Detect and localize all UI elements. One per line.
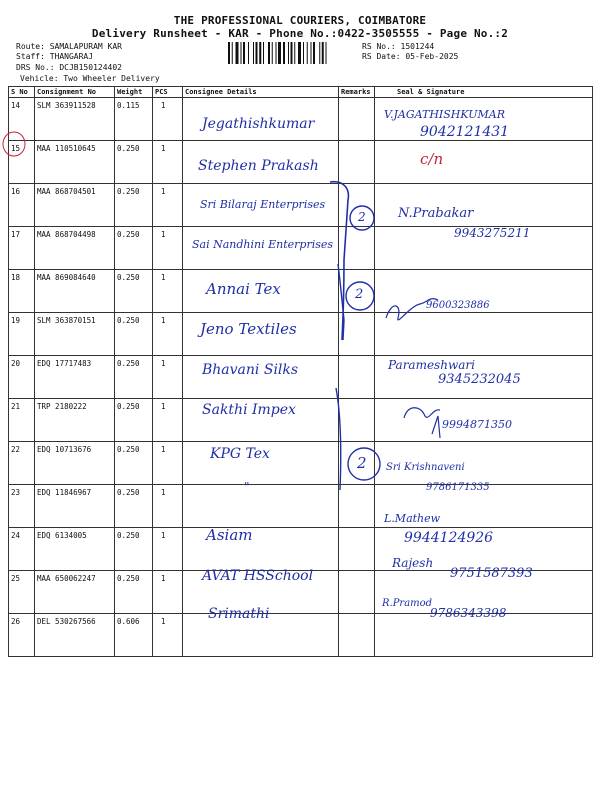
cell-consignment: MAA 110510645: [35, 141, 115, 184]
cell-pcs: 1: [153, 485, 183, 528]
remark-hw-1: 2: [358, 210, 366, 224]
signature-scribble-19: [386, 299, 438, 320]
signature-hw-14: V.JAGATHISHKUMAR: [384, 108, 505, 121]
cell-pcs: 1: [153, 141, 183, 184]
cell-sno: 14: [9, 98, 35, 141]
cell-pcs: 1: [153, 356, 183, 399]
cell-consignment: MAA 868704501: [35, 184, 115, 227]
route-label: Route: SAMALAPURAM KAR: [16, 42, 122, 51]
cell-consignment: MAA 650062247: [35, 571, 115, 614]
cell-weight: 0.250: [115, 399, 153, 442]
col-weight: Weight: [115, 87, 153, 98]
cell-sno: 17: [9, 227, 35, 270]
consignee-hw-18: Annai Tex: [206, 280, 281, 298]
col-consignment: Consignment No: [35, 87, 115, 98]
cell-consignment: EDQ 17717483: [35, 356, 115, 399]
cell-weight: 0.115: [115, 98, 153, 141]
cell-weight: 0.250: [115, 528, 153, 571]
consignee-hw-26: Srimathi: [208, 606, 270, 622]
consignee-hw-20: Bhavani Silks: [202, 362, 299, 378]
cell-sno: 25: [9, 571, 35, 614]
cell-pcs: 1: [153, 227, 183, 270]
cell-sno: 18: [9, 270, 35, 313]
consignee-hw-15: Stephen Prakash: [198, 158, 319, 174]
cell-weight: 0.606: [115, 614, 153, 657]
consignee-hw-23-ditto: ": [244, 480, 250, 494]
consignee-hw-16: Sri Bilaraj Enterprises: [200, 198, 326, 211]
signature-hw-16: N.Prabakar: [398, 206, 474, 221]
consignee-hw-22: KPG Tex: [210, 446, 270, 462]
phone-hw-20: 9345232045: [438, 372, 521, 387]
cell-consignment: MAA 869084640: [35, 270, 115, 313]
cell-weight: 0.250: [115, 485, 153, 528]
remark-hw-3: 2: [357, 454, 367, 472]
phone-hw-23: 9786171335: [426, 482, 490, 493]
cell-consignment: EDQ 6134005: [35, 528, 115, 571]
cell-consignment: EDQ 11846967: [35, 485, 115, 528]
col-consignee: Consignee Details: [183, 87, 339, 98]
signature-hw-25: Rajesh: [392, 556, 434, 570]
consignee-hw-24: Asiam: [206, 526, 253, 544]
cell-weight: 0.250: [115, 227, 153, 270]
phone-hw-16: 9943275211: [454, 226, 531, 240]
cell-consignment: MAA 868704498: [35, 227, 115, 270]
cell-pcs: 1: [153, 270, 183, 313]
staff-label: Staff: THANGARAJ: [16, 52, 94, 61]
consignee-hw-17: Sai Nandhini Enterprises: [192, 238, 334, 251]
cell-weight: 0.250: [115, 571, 153, 614]
cell-pcs: 1: [153, 528, 183, 571]
cell-consignment: TRP 2180222: [35, 399, 115, 442]
cell-sno: 19: [9, 313, 35, 356]
phone-hw-21: 9994871350: [442, 418, 512, 431]
signature-hw-20: Parameshwari: [388, 358, 475, 372]
col-signature: Seal & Signature: [375, 87, 593, 98]
phone-hw-26: 9786343398: [430, 606, 507, 620]
consignee-hw-21: Sakthi Impex: [202, 402, 296, 418]
cell-weight: 0.250: [115, 141, 153, 184]
phone-hw-25: 9751587393: [450, 566, 533, 581]
signature-hw-26: R.Pramod: [382, 598, 433, 609]
cell-sno: 16: [9, 184, 35, 227]
cell-weight: 0.250: [115, 184, 153, 227]
rs-date: RS Date: 05-Feb-2025: [362, 52, 459, 61]
cell-sno: 15: [9, 141, 35, 184]
signature-hw-23: Sri Krishnaveni: [386, 462, 465, 473]
phone-hw-19: 9600323886: [426, 300, 490, 311]
phone-hw-24: 9944124926: [404, 530, 494, 546]
cell-consignment: SLM 363911528: [35, 98, 115, 141]
col-pcs: PCS: [153, 87, 183, 98]
consignee-hw-19: Jeno Textiles: [200, 320, 297, 338]
cell-sno: 20: [9, 356, 35, 399]
cell-consignment: EDQ 10713676: [35, 442, 115, 485]
rs-number: RS No.: 1501244: [362, 42, 435, 51]
consignee-hw-14: Jegathishkumar: [202, 116, 315, 132]
cell-sno: 21: [9, 399, 35, 442]
cn-hw-15: c/n: [420, 150, 444, 168]
company-title: THE PROFESSIONAL COURIERS, COIMBATORE: [173, 14, 427, 27]
runsheet-subtitle: Delivery Runsheet - KAR - Phone No.:0422-3505555 - Page No.:2: [91, 27, 509, 40]
cell-pcs: 1: [153, 184, 183, 227]
cell-consignment: DEL 530267566: [35, 614, 115, 657]
col-remarks: Remarks: [339, 87, 375, 98]
cell-pcs: 1: [153, 442, 183, 485]
consignee-hw-25: AVAT HSSchool: [202, 568, 314, 584]
cell-weight: 0.250: [115, 270, 153, 313]
cell-consignment: SLM 363870151: [35, 313, 115, 356]
phone-hw-14: 9042121431: [420, 124, 510, 140]
cell-pcs: 1: [153, 98, 183, 141]
cell-pcs: 1: [153, 614, 183, 657]
cell-sno: 22: [9, 442, 35, 485]
cell-sno: 24: [9, 528, 35, 571]
col-sno: S No: [9, 87, 35, 98]
cell-weight: 0.250: [115, 313, 153, 356]
cell-weight: 0.250: [115, 442, 153, 485]
drs-label: DRS No.: DCJB150124402: [16, 63, 122, 72]
cell-pcs: 1: [153, 399, 183, 442]
cell-sno: 26: [9, 614, 35, 657]
remark-hw-2: 2: [355, 287, 364, 302]
signature-hw-24: L.Mathew: [384, 512, 441, 525]
signature-scribble-21: [404, 408, 440, 418]
vehicle-label: Vehicle: Two Wheeler Delivery: [20, 74, 160, 83]
cell-pcs: 1: [153, 313, 183, 356]
cell-weight: 0.250: [115, 356, 153, 399]
cell-pcs: 1: [153, 571, 183, 614]
cell-sno: 23: [9, 485, 35, 528]
